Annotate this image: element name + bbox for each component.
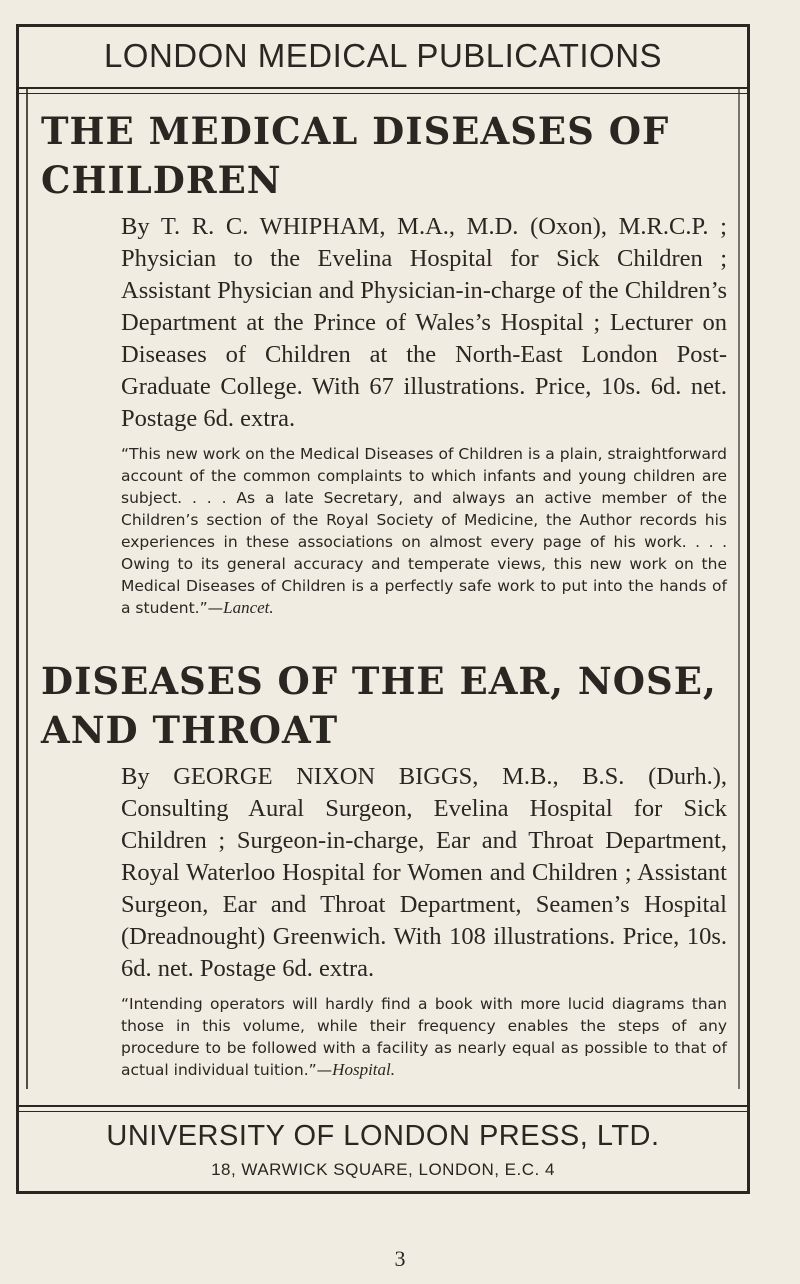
book-title-line2: AND THROAT xyxy=(41,708,339,752)
page-frame xyxy=(16,24,750,1194)
book-review-quote xyxy=(31,993,735,1081)
header-title: LONDON MEDICAL PUBLICATIONS xyxy=(103,37,663,74)
book-title xyxy=(31,657,735,755)
book-title xyxy=(31,107,735,205)
publisher-address: 18, WARWICK SQUARE, LONDON, E.C. 4 xyxy=(211,1160,555,1179)
quote-text: “Intending operators will hardly find a book with more lucid diagrams than those in this volume, while their frequency enables the steps of any procedure to be followed with a facility as nearly equal as possible to that of actual individual tuition.”— xyxy=(121,995,727,1079)
book-title-line1: DISEASES OF THE EAR, NOSE, xyxy=(41,659,717,703)
book-title-line1: THE MEDICAL DISEASES OF xyxy=(41,109,670,153)
book-entry-medical-diseases xyxy=(31,107,735,619)
book-description: By GEORGE NIXON BIGGS, M.B., B.S. (Durh.), Consulting Aural Surgeon, Evelina Hospital for Sick Children ; Surgeon-in-charge, Ear and Throat Department, Royal Waterloo Hospital for Women and Children ; Assistant Surgeon, Ear and Throat Department, Seamen’s Hospital (Dreadnought) Greenwich. With 108 illustrations. Price, 10s. 6d. net. Postage 6d. extra. xyxy=(121,763,727,982)
book-description: By T. R. C. WHIPHAM, M.A., M.D. (Oxon), M.R.C.P. ; Physician to the Evelina Hospital for Sick Children ; Assistant Physician and Physician-in-charge of the Children’s Department at the Prince of Wales’s Hospital ; Lecturer on Diseases of Children at the North-East London Post-Graduate College. With 67 illustrations. Price, 10s. 6d. net. Postage 6d. extra. xyxy=(121,213,727,432)
book-title-line2: CHILDREN xyxy=(41,158,282,202)
left-rule xyxy=(26,89,28,1089)
publisher-name: UNIVERSITY OF LONDON PRESS, LTD. xyxy=(106,1120,660,1152)
quote-source: Lancet. xyxy=(223,598,274,617)
quote-source: Hospital. xyxy=(332,1060,395,1079)
book-review-quote xyxy=(31,443,735,619)
book-entry-ear-nose-throat xyxy=(31,657,735,1081)
page-number: 3 xyxy=(394,1246,406,1271)
header-rule xyxy=(19,87,747,94)
footer-rule xyxy=(19,1105,747,1112)
quote-text: “This new work on the Medical Diseases of Children is a plain, straightforward account of the common complaints to which infants and young children are subject. . . . As a late Secretary, and always an active member of the Children’s section of the Royal Society of Medicine, the Author records his experiences in these associations on almost every page of his work. . . . Owing to its general accuracy and temperate views, this new work on the Medical Diseases of Children is a perfectly safe work to put into the hands of a student.”— xyxy=(121,445,727,617)
right-rule xyxy=(738,89,740,1089)
